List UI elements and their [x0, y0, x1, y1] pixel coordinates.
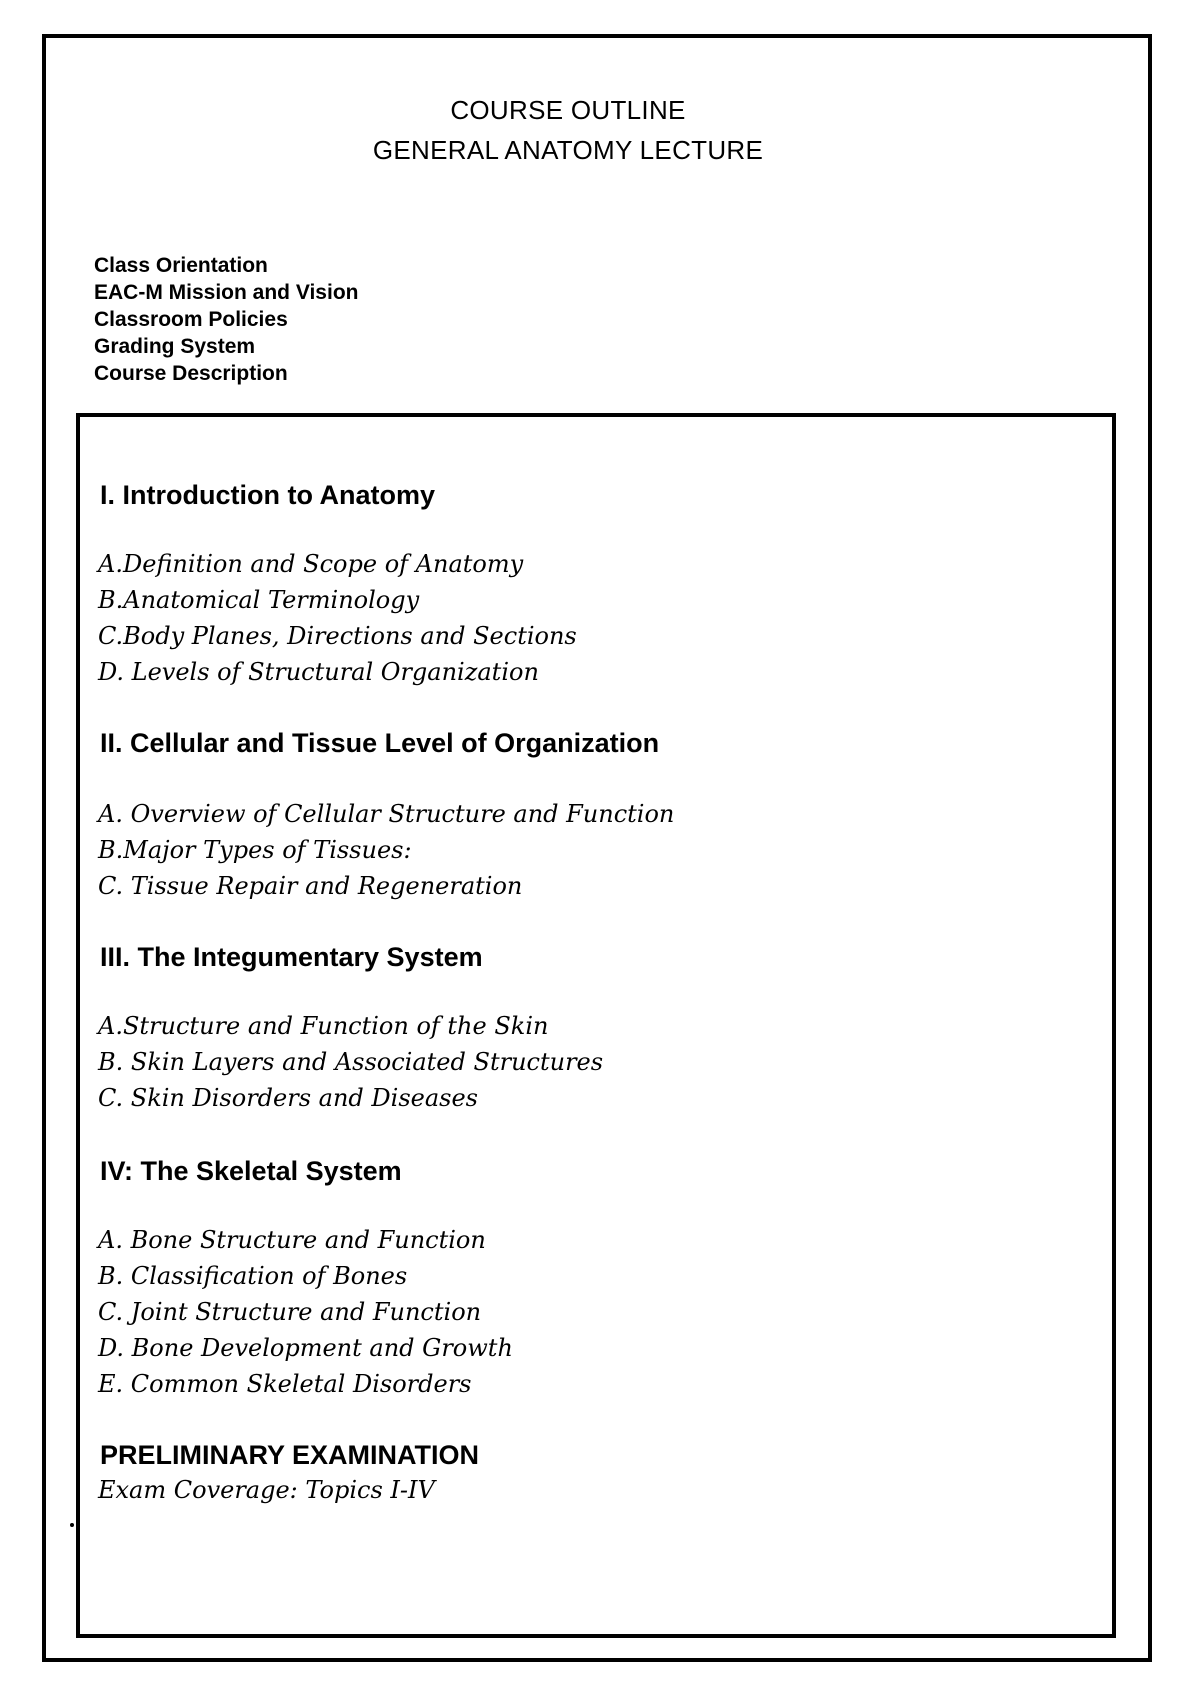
topic-item: C. Joint Structure and Function [98, 1298, 482, 1326]
topic-item: D. Bone Development and Growth [98, 1334, 513, 1362]
exam-heading: PRELIMINARY EXAMINATION [100, 1440, 480, 1470]
topic-item: B. Skin Layers and Associated Structures [98, 1048, 604, 1076]
orientation-item: Classroom Policies [94, 308, 288, 331]
orientation-item: EAC-M Mission and Vision [94, 281, 359, 304]
document-header [42, 90, 1094, 170]
topic-item: A.Structure and Function of the Skin [98, 1012, 549, 1040]
orientation-list [94, 252, 358, 387]
section-items-cellular-tissue [98, 796, 674, 904]
topic-item: D. Levels of Structural Organization [98, 658, 539, 686]
topic-item: A.Definition and Scope of Anatomy [98, 550, 524, 578]
topic-item: C.Body Planes, Directions and Sections [98, 622, 577, 650]
exam-coverage: Exam Coverage: Topics I-IV [98, 1476, 435, 1504]
section-heading-introduction: I. Introduction to Anatomy [100, 480, 435, 510]
topic-item: A. Overview of Cellular Structure and Function [98, 800, 675, 828]
section-heading-skeletal: IV: The Skeletal System [100, 1156, 402, 1186]
topic-item: B.Anatomical Terminology [98, 586, 420, 614]
topic-item: C. Tissue Repair and Regeneration [98, 872, 523, 900]
section-items-introduction [98, 546, 577, 690]
orientation-item: Grading System [94, 335, 256, 358]
document-subtitle: GENERAL ANATOMY LECTURE [372, 135, 764, 165]
topic-item: C. Skin Disorders and Diseases [98, 1084, 478, 1112]
topic-item: E. Common Skeletal Disorders [98, 1370, 472, 1398]
section-items-skeletal [98, 1222, 513, 1402]
document-title: COURSE OUTLINE [450, 95, 686, 125]
orientation-item: Class Orientation [94, 254, 268, 277]
section-heading-integumentary: III. The Integumentary System [100, 942, 483, 972]
section-items-integumentary [98, 1008, 603, 1116]
topic-item: B. Classification of Bones [98, 1262, 408, 1290]
orientation-item: Course Description [94, 362, 288, 385]
topic-item: A. Bone Structure and Function [98, 1226, 486, 1254]
section-heading-cellular-tissue: II. Cellular and Tissue Level of Organization [100, 728, 660, 758]
topic-item: B.Major Types of Tissues: [98, 836, 412, 864]
stray-dot-mark [70, 1523, 74, 1527]
